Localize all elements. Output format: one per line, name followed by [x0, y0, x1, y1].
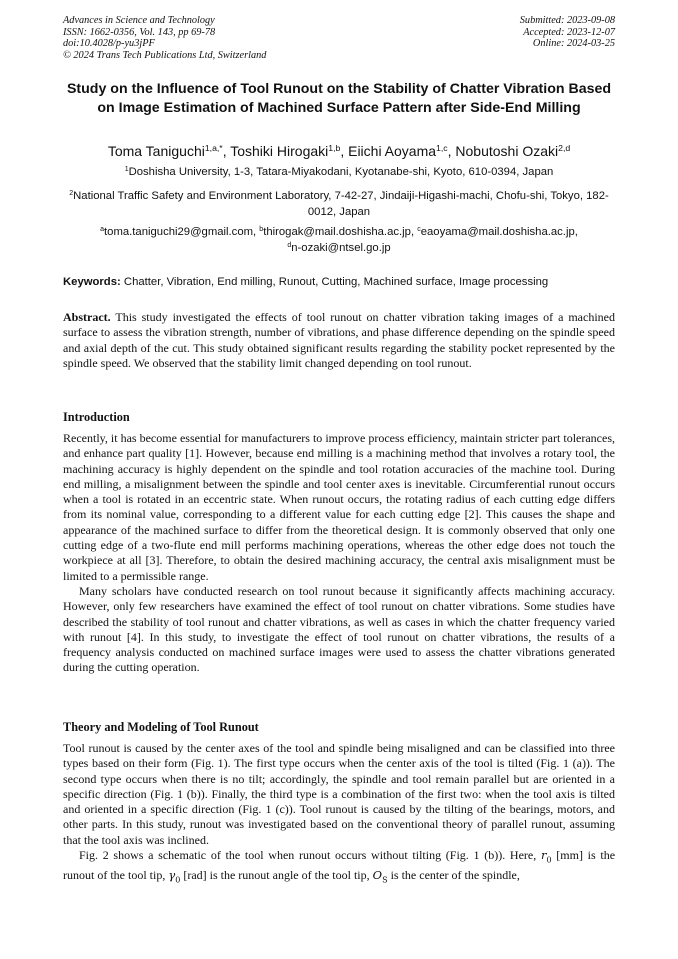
affiliation-text: National Traffic Safety and Environment Laboratory, 7-42-27, Jindaiji-Higashi-machi, Chofu-shi, Tokyo, 182-0012, Japan	[73, 190, 609, 218]
keywords	[63, 275, 615, 290]
online-date: Online: 2024-03-25	[532, 38, 615, 50]
keywords-label: Keywords:	[63, 276, 121, 288]
publication-dates	[520, 15, 615, 50]
author-sup: 2,d	[558, 143, 571, 154]
author-sup: 1,c	[436, 143, 448, 154]
author-name: Toma Taniguchi	[107, 143, 205, 159]
theory-body	[63, 741, 615, 887]
abstract-label: Abstract.	[63, 310, 111, 324]
author-sup: 1,b	[328, 143, 341, 154]
submitted-date: Submitted: 2023-09-08	[519, 15, 615, 26]
symbol-r0: $r_0$	[540, 848, 552, 865]
issn: ISSN: 1662-0356, Vol. 143, pp 69-78	[63, 26, 216, 38]
email-d[interactable]: n-ozaki@ntsel.go.jp	[291, 241, 391, 254]
symbol-gamma0: $\gamma_0$	[168, 867, 181, 884]
introduction-paragraph-1: Recently, it has become essential for manufacturers to improve process efficiency, maintain stricter part tolerances, and enhance part quality [1]. However, because end milling is a machining method that involves a rotary tool, the machining accuracy is highly dependent on the spindle and tool rotation accuracies of the machine tool. During end milling, a misalignment between the spindle and tool center axes is inevitable. Circumferential runout occurs when a tool is rotated in an eccentric state. When runout occurs, the rotating radius of each cutting edge differs from its nominal value, corresponding to a different value for each cutting edge [2]. This causes the shape and appearance of the machined surface to differ from the theoretical design. It is commonly observed that only one cutting edge of a two-flute end mill performs machining operations, whereas the other edge does not touch the workpiece at all [3]. Therefore, to obtain the desired machining accuracy, the central axis misalignment must be limited to a permissible range.	[63, 431, 615, 583]
author-name: Eiichi Aoyama	[348, 143, 437, 159]
author-emails: $^a$toma.taniguchi29@gmail.com, $^b$thirogak@mail.doshisha.ac.jp, $^c$eaoyama@mail.doshisha.ac.jp, $^d$n-ozaki@ntsel.go.jp	[100, 226, 578, 254]
affiliation-1	[63, 165, 615, 181]
affiliation-sup: 1	[124, 166, 129, 174]
theory-paragraph-2: Fig. 2 shows a schematic of the tool when runout occurs without tilting (Fig. 1 (b)). Here, $r_0$ [mm] is the runout of the tool tip, $\gamma_0$ [rad] is the runout angle of the tool tip, $O_S$ is the center of the spindle,	[63, 848, 616, 884]
doi: doi:10.4028/p-yu3jPF	[63, 38, 155, 50]
introduction-heading: Introduction	[63, 410, 130, 424]
journal-info	[63, 15, 266, 61]
author-list: Toma Taniguchi$^{1,a,*}$, Toshiki Hirogaki$^{1,b}$, Eiichi Aoyama$^{1,c}$, Nobutoshi Ozaki$^{2,d}$	[107, 143, 571, 159]
introduction-body	[63, 431, 615, 676]
journal-name: Advances in Science and Technology	[63, 15, 215, 26]
abstract	[63, 310, 615, 371]
author-name: Nobutoshi Ozaki	[455, 143, 559, 159]
email-b[interactable]: thirogak@mail.doshisha.ac.jp	[263, 226, 411, 238]
theory-paragraph-1: Tool runout is caused by the center axes of the tool and spindle being misaligned and can be classified into three types based on their form (Fig. 1). The first type occurs when the center axis of the tool is tilted (Fig. 1 (a)). The second type occurs when there is no tilt; accordingly, the spindle and tool remain parallel but are oriented in a specific direction (Fig. 1 (b)). Finally, the third type is a combination of the first two: when the tool axis is tilted and oriented in a specific direction (Fig. 1 (c)). Tool runout is caused by the tilting of the bearings, motors, and other parts. In this study, runout was investigated based on the conventional theory of parallel runout, assuming that the tool axis was inclined.	[63, 741, 615, 847]
theory-heading: Theory and Modeling of Tool Runout	[63, 720, 259, 734]
affiliation-2	[63, 189, 615, 220]
copyright: © 2024 Trans Tech Publications Ltd, Switzerland	[63, 49, 267, 61]
introduction-paragraph-2: Many scholars have conducted research on tool runout because it significantly affects machining accuracy. However, only few researchers have examined the effect of tool runout on chatter vibrations. Some studies have described the stability of tool runout and chatter vibrations, as well as cases in which the chatter frequency varied with runout [4]. In this study, to investigate the effect of tool runout on chatter vibrations, the results of a frequency analysis conducted on machined surface images were used to assess the chatter vibrations generated during the cutting operation.	[63, 583, 615, 675]
accepted-date: Accepted: 2023-12-07	[523, 26, 615, 38]
email-c[interactable]: eaoyama@mail.doshisha.ac.jp	[420, 226, 575, 238]
author-sup: 1,a,*	[204, 143, 223, 154]
keywords-text: Chatter, Vibration, End milling, Runout, Cutting, Machined surface, Image processing	[123, 276, 549, 288]
affiliation-text: Doshisha University, 1-3, Tatara-Miyakodani, Kyotanabe-shi, Kyoto, 610-0394, Japan	[128, 166, 554, 178]
email-a[interactable]: toma.taniguchi29@gmail.com	[104, 226, 254, 238]
author-name: Toshiki Hirogaki	[230, 143, 329, 159]
paper-title: Study on the Influence of Tool Runout on the Stability of Chatter Vibration Based on Image Estimation of Machined Surface Pattern after Side-End Milling	[66, 81, 612, 116]
abstract-text: This study investigated the effects of tool runout on chatter vibration taking images of a machined surface to assess the vibration strength, number of vibrations, and phase difference depending on the spindle speed and axial depth of the cut. This study obtained significant results regarding the stability pocket represented by the spindle speed. We observed that the stability limit changed depending on tool runout.	[63, 310, 615, 370]
affiliation-sup: 2	[69, 190, 74, 198]
symbol-os: $O_S$	[372, 867, 388, 884]
